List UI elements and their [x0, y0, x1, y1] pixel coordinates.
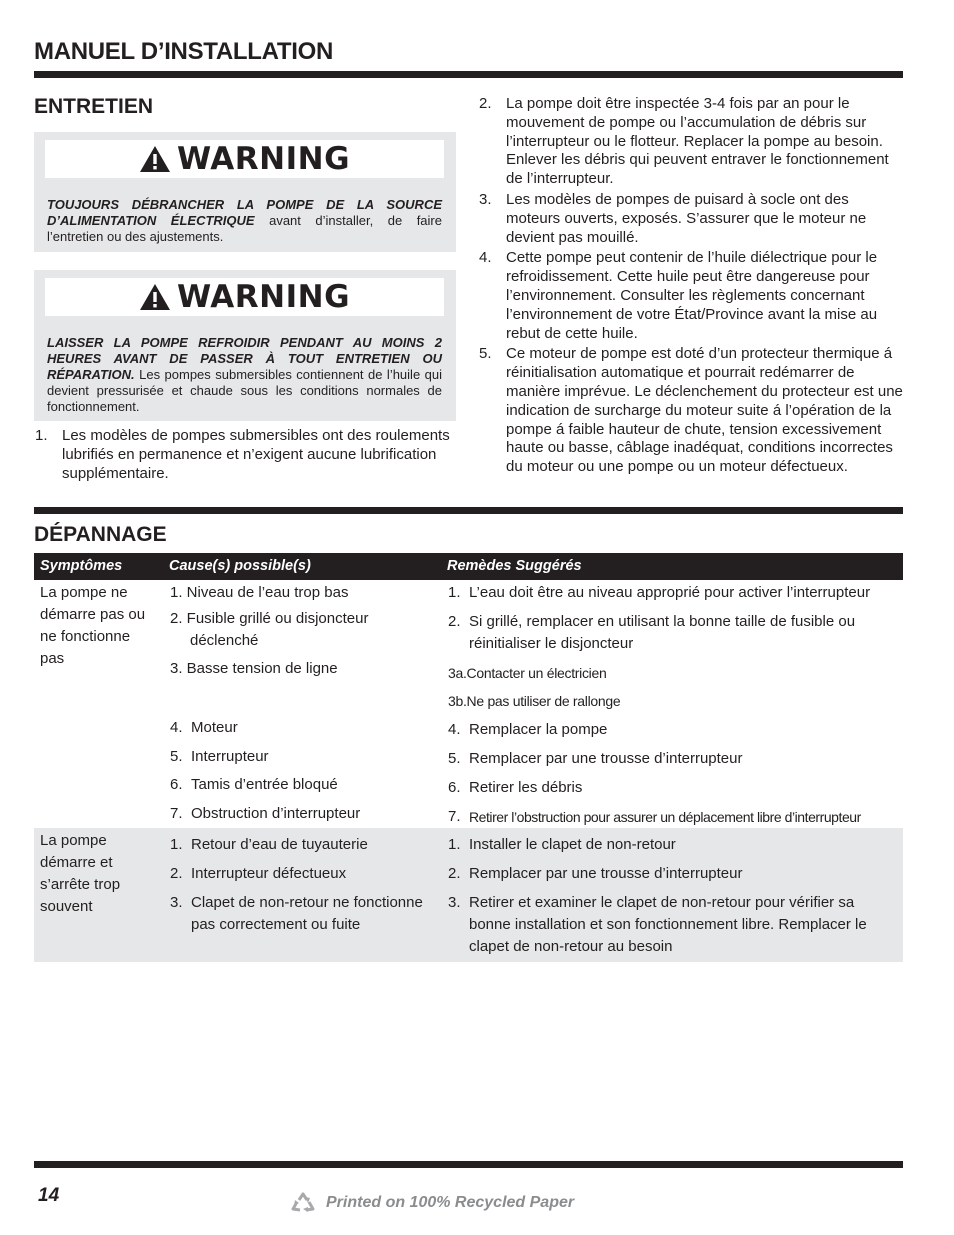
- section-title-entretien: ENTRETIEN: [34, 95, 154, 118]
- warning-triangle-icon: [139, 283, 171, 311]
- cause-item: Obstruction d’interrupteur: [191, 805, 361, 822]
- remedy-item: Remplacer par une trousse d’interrupteur: [469, 865, 743, 882]
- cause-num: 2.: [170, 865, 183, 882]
- cause-item: Interrupteur: [191, 748, 269, 765]
- header-rule: [34, 71, 903, 78]
- column-header-causes: Cause(s) possible(s): [169, 558, 311, 574]
- cause-num: 3.: [170, 894, 183, 911]
- list-item: 4. Cette pompe peut contenir de l’huile diélectrique pour le refroidissement. Cette huile peut être dangereuse pour l’environnement. Consulter les règlements concernant l’environnement de votre État/Province avant la mise au rebut de cette huile.: [479, 249, 878, 342]
- warning-text-2: LAISSER LA POMPE REFROIDIR PENDANT AU MOINS 2 HEURES AVANT DE PASSER À TOUT ENTRETIEN OU RÉPARATION. Les pompes submersibles contiennent de l’huile qui devient pressurisée et chaude sous les conditions normales de fonctionnement.: [47, 335, 442, 414]
- warning-triangle-icon: [139, 145, 171, 173]
- remedy-num: 4.: [448, 721, 461, 738]
- list-item: 2. La pompe doit être inspectée 3-4 fois par an pour le mouvement de pompe ou l’accumulation de débris sur l’interrupteur ou le flotteur. Replacer la pompe au besoin. Enlever les débris qui peuvent entraver le fonctionnement de l’interrupteur.: [479, 95, 889, 188]
- symptom-cell: La pompe ne démarre pas ou ne fonctionne pas: [40, 584, 146, 667]
- recycled-text: Printed on 100% Recycled Paper: [326, 1194, 575, 1211]
- cause-item: Moteur: [191, 719, 238, 736]
- footer-rule: [34, 1161, 903, 1168]
- remedy-item: Si grillé, remplacer en utilisant la bonne taille de fusible ou: [469, 613, 856, 630]
- section-rule: [34, 507, 903, 514]
- page-title: MANUEL D’INSTALLATION: [34, 38, 334, 65]
- cause-item: Retour d’eau de tuyauterie: [191, 836, 368, 853]
- cause-item: 1. Niveau de l’eau trop bas: [170, 584, 349, 601]
- remedy-item: Remplacer la pompe: [469, 721, 608, 738]
- remedy-num: 5.: [448, 750, 461, 767]
- cause-num: 7.: [170, 805, 183, 822]
- remedy-item: Retirer l’obstruction pour assurer un déplacement libre d’interrupteur: [469, 809, 861, 825]
- list-item: 5. Ce moteur de pompe est doté d’un protecteur thermique á réinitialisation automatique et pourrait redémarrer de manière imprévue. Le déclenchement du protecteur est une indication de surcharge du moteur suite á l’opération de la pompe á faible hauteur de chute, tension excessivement haute ou basse, câblage inadéquat, conditions incorrectes du moteur ou une pompe ou un moteur défectueux.: [479, 345, 903, 476]
- remedy-item: Retirer les débris: [469, 779, 583, 796]
- remedy-item-cont: réinitialiser le disjoncteur: [469, 635, 634, 652]
- warning-box-1: [34, 132, 456, 252]
- remedy-item-cont: bonne installation et son fonctionnement libre. Remplacer le: [469, 916, 867, 933]
- maintenance-list-left: [28, 427, 456, 483]
- remedy-num: 2.: [448, 865, 461, 882]
- warning-box-2: [34, 270, 456, 421]
- cause-num: 1.: [170, 836, 183, 853]
- list-item: 3. Les modèles de pompes de puisard à socle ont des moteurs ouverts, exposés. S’assurer que le moteur ne devient pas mouillé.: [479, 190, 867, 246]
- cause-item: Clapet de non-retour ne fonctionne: [191, 894, 423, 911]
- section-title-depannage: DÉPANNAGE: [34, 523, 167, 546]
- remedy-num: 3.: [448, 894, 461, 911]
- page-number: 14: [38, 1185, 60, 1206]
- remedy-num: 6.: [448, 779, 461, 796]
- cause-num: 5.: [170, 748, 183, 765]
- remedy-item: 3b.Ne pas utiliser de rallonge: [448, 693, 621, 709]
- remedy-item: Remplacer par une trousse d’interrupteur: [469, 750, 743, 767]
- warning-banner: [45, 140, 444, 178]
- warning-label: WARNING: [176, 141, 351, 177]
- list-item: 1. Les modèles de pompes submersibles ont des roulements lubrifiés en permanence et n’exigent aucune lubrification supplémentaire.: [35, 427, 450, 482]
- cause-item-cont: pas correctement ou fuite: [191, 916, 361, 933]
- remedy-item: L’eau doit être au niveau approprié pour activer l’interrupteur: [469, 584, 871, 601]
- warning-label: WARNING: [176, 279, 351, 315]
- table-header: [34, 553, 903, 580]
- cause-item: Tamis d’entrée bloqué: [191, 776, 338, 793]
- recycled-note: [290, 1192, 574, 1214]
- cause-num: 6.: [170, 776, 183, 793]
- remedy-num: 1.: [448, 584, 461, 601]
- cause-item-cont: déclenché: [190, 632, 259, 649]
- remedy-item: 3a.Contacter un électricien: [448, 665, 607, 681]
- warning-text-1: TOUJOURS DÉBRANCHER LA POMPE DE LA SOURCE D’ALIMENTATION ÉLECTRIQUE avant d’installer, de faire l’entretien ou des ajustements.: [47, 197, 442, 244]
- remedy-num: 7.: [448, 808, 461, 825]
- remedy-num: 2.: [448, 613, 461, 630]
- cause-item: 3. Basse tension de ligne: [170, 660, 338, 677]
- cause-item: Interrupteur défectueux: [191, 865, 347, 882]
- maintenance-list-right: [472, 95, 904, 479]
- symptom-cell: La pompe démarre et s’arrête trop souvent: [40, 832, 121, 915]
- column-header-remedies: Remèdes Suggérés: [447, 558, 582, 574]
- recycle-icon: [290, 1192, 316, 1214]
- column-header-symptoms: Symptômes: [40, 558, 123, 574]
- warning-banner: [45, 278, 444, 316]
- remedy-num: 1.: [448, 836, 461, 853]
- remedy-item: Retirer et examiner le clapet de non-retour pour vérifier sa: [469, 894, 855, 911]
- remedy-item-cont: clapet de non-retour au besoin: [469, 938, 673, 955]
- remedy-item: Installer le clapet de non-retour: [469, 836, 676, 853]
- cause-num: 4.: [170, 719, 183, 736]
- cause-item: 2. Fusible grillé ou disjoncteur: [170, 610, 369, 627]
